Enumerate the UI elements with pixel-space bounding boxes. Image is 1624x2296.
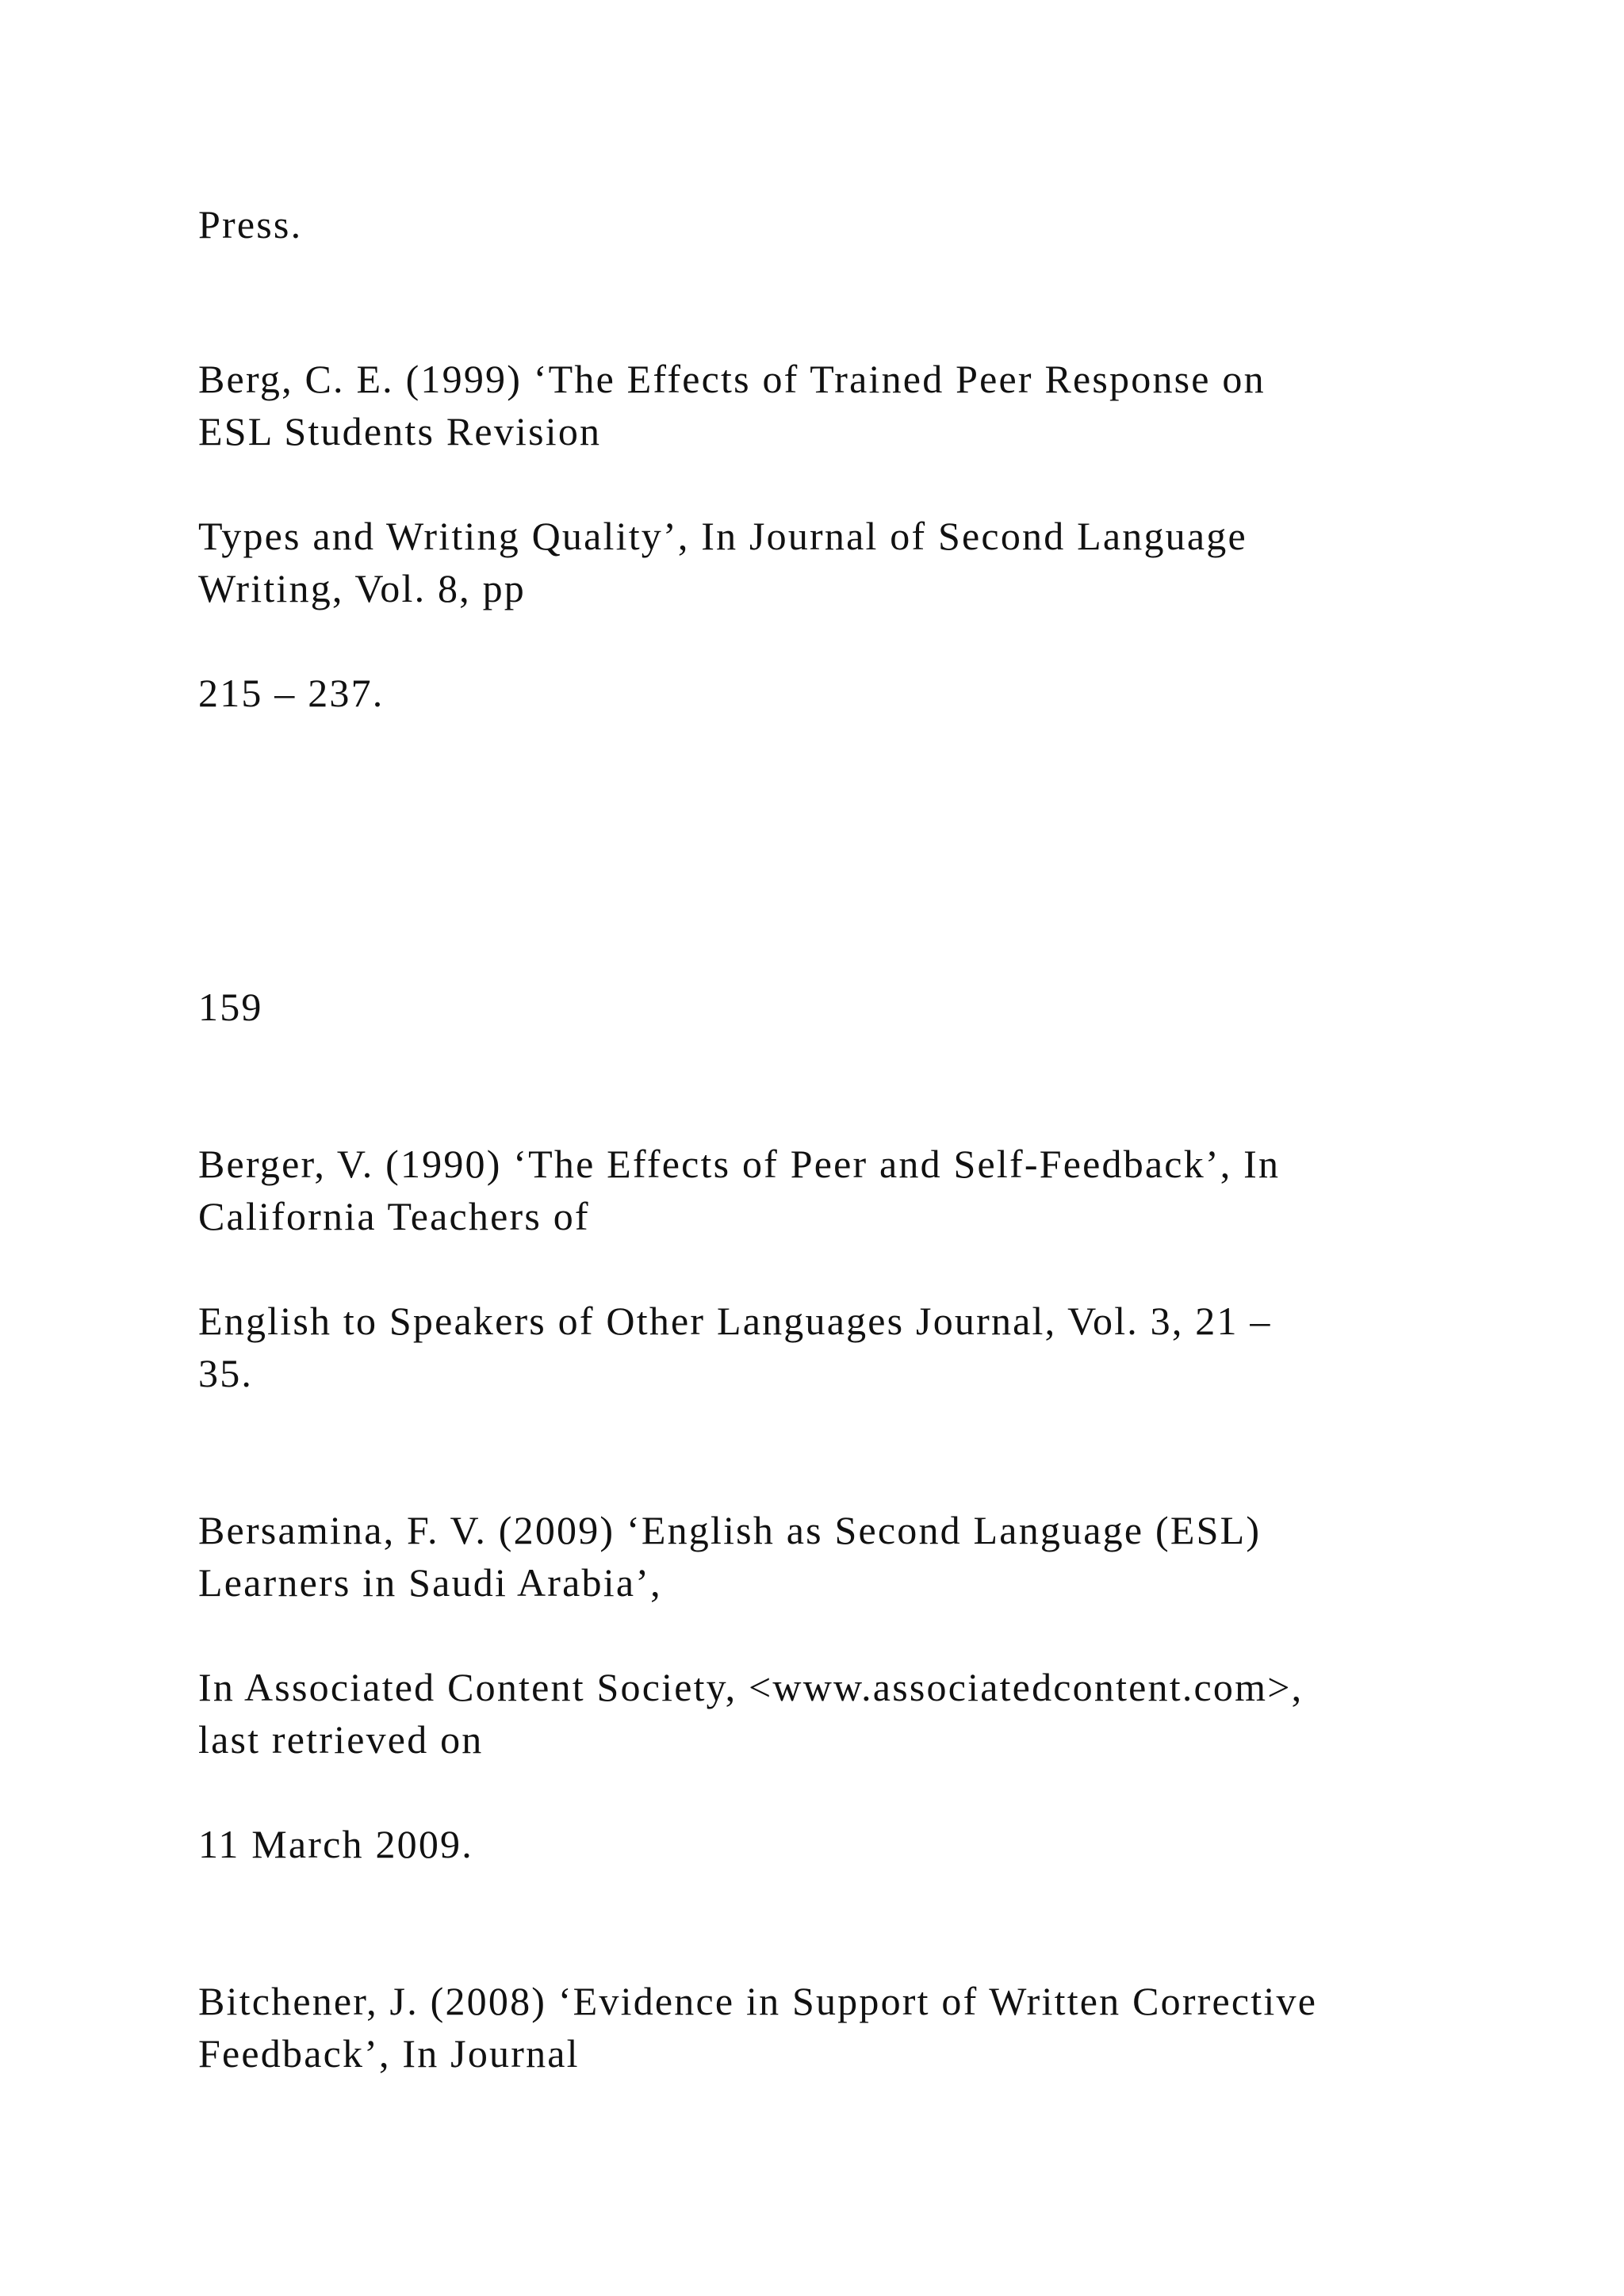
reference-berg-1999-part1 bbox=[198, 353, 1435, 457]
page-number bbox=[198, 981, 1435, 1033]
text-line: English to Speakers of Other Languages Journal, Vol. 3, 21 – bbox=[198, 1299, 1272, 1343]
reference-berger-1990-part2 bbox=[198, 1295, 1435, 1399]
reference-berg-1999-part2 bbox=[198, 510, 1435, 614]
text-line: Feedback’, In Journal bbox=[198, 2031, 580, 2076]
text-line: California Teachers of bbox=[198, 1194, 590, 1238]
text-line: Writing, Vol. 8, pp bbox=[198, 566, 526, 610]
reference-berg-1999-pages bbox=[198, 667, 1435, 719]
reference-bersamina-2009-part1 bbox=[198, 1504, 1435, 1609]
text-line: Types and Writing Quality’, In Journal of Second Language bbox=[198, 514, 1247, 558]
text-line: Berg, C. E. (1999) ‘The Effects of Trained Peer Response on bbox=[198, 357, 1266, 401]
text-line: In Associated Content Society, <www.associatedcontent.com>, bbox=[198, 1665, 1304, 1709]
text-line: 11 March 2009. bbox=[198, 1822, 473, 1866]
text-line: Berger, V. (1990) ‘The Effects of Peer and Self-Feedback’, In bbox=[198, 1142, 1281, 1186]
text-line: Learners in Saudi Arabia’, bbox=[198, 1560, 662, 1605]
reference-berger-1990-part1 bbox=[198, 1138, 1435, 1242]
text-line: 35. bbox=[198, 1351, 254, 1395]
reference-bersamina-2009-date bbox=[198, 1818, 1435, 1870]
paragraph-press bbox=[198, 198, 1435, 251]
text-line: ESL Students Revision bbox=[198, 409, 602, 453]
text-line: last retrieved on bbox=[198, 1717, 484, 1762]
text-line: Bitchener, J. (2008) ‘Evidence in Support of Written Corrective bbox=[198, 1979, 1318, 2023]
reference-bersamina-2009-part2 bbox=[198, 1661, 1435, 1766]
text-line: 159 bbox=[198, 985, 263, 1029]
text-line: Bersamina, F. V. (2009) ‘English as Second Language (ESL) bbox=[198, 1508, 1262, 1552]
text-line: 215 – 237. bbox=[198, 671, 385, 715]
reference-bitchener-2008 bbox=[198, 1975, 1435, 2080]
text-line: Press. bbox=[198, 202, 303, 247]
